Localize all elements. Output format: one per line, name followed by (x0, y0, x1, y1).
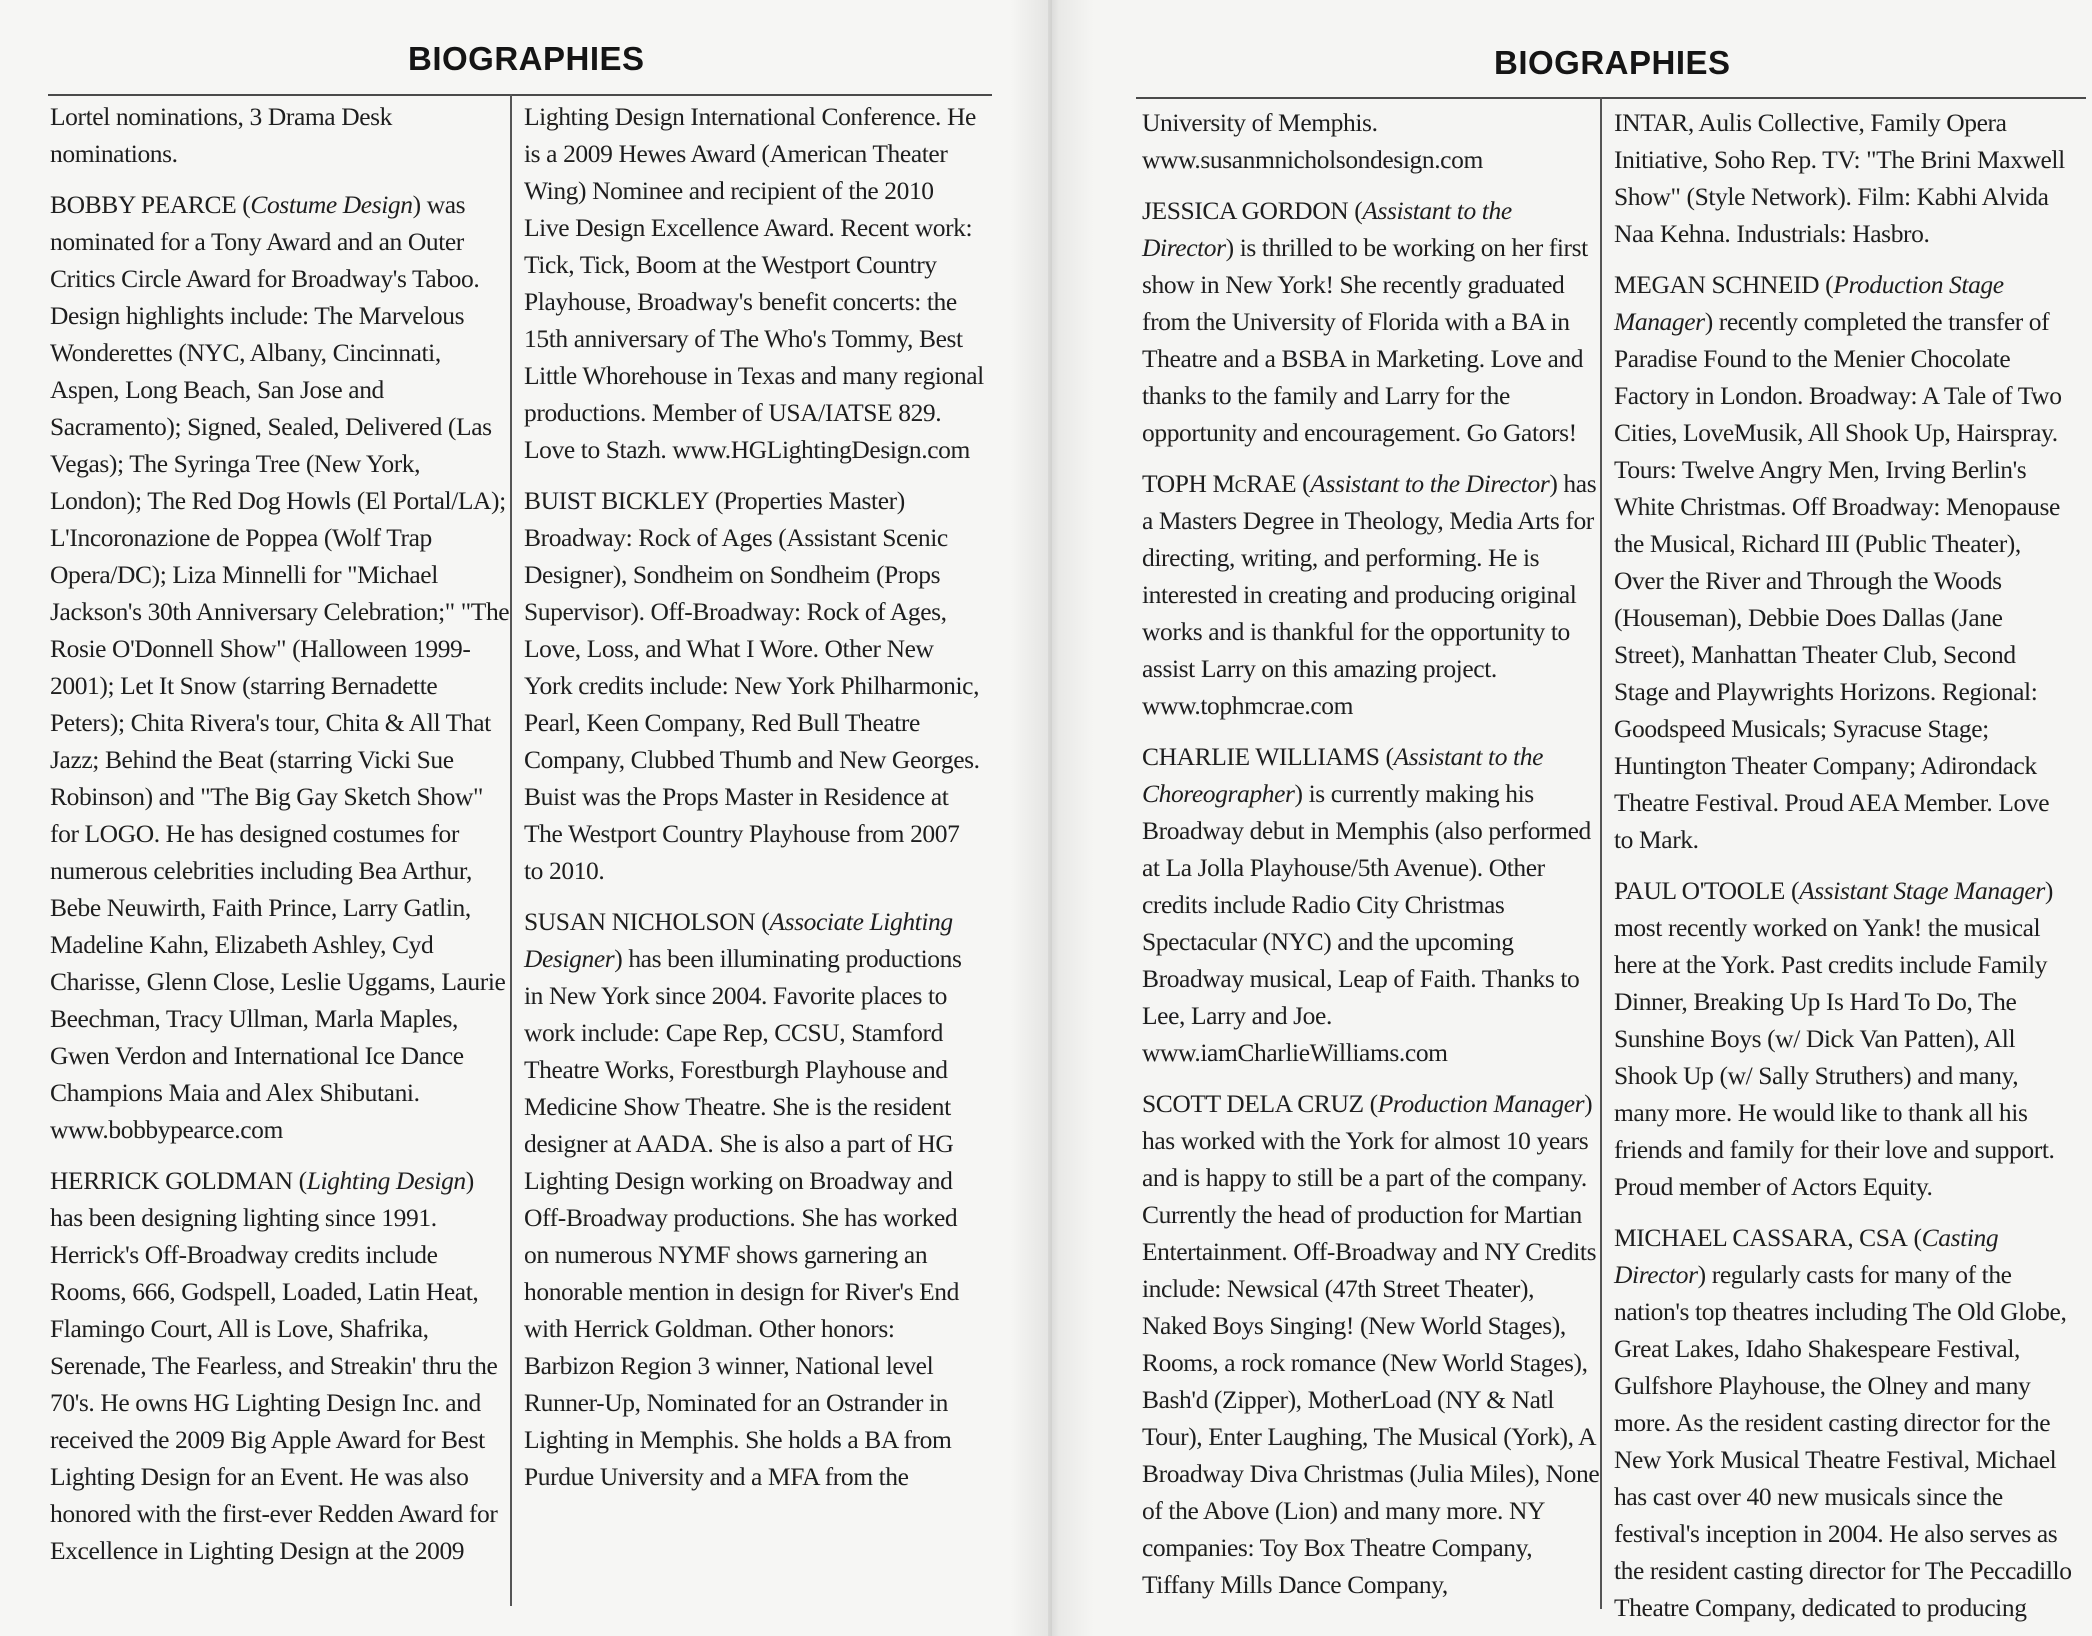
bio-role: Associate Lighting Designer (524, 907, 953, 973)
bio-entry-bobby-pearce: BOBBY PEARCE (Costume Design) was nominated for a Tony Award and an Outer Critics Circle Award for Broadway's Taboo. Design highlights include: The Marvelous Wonderettes (NYC, Albany, Cincinnati, Aspen, Long Beach, San Jose and Sacramento); Signed, Sealed, Delivered (Las Vegas); The Syringa Tree (New York, London); The Red Dog Howls (El Portal/LA); L'Incoronazione de Poppea (Wolf Trap Opera/DC); Liza Minnelli for "Michael Jackson's 30th Anniversary Celebration;" "The Rosie O'Donnell Show" (Halloween 1999-2001); Let It Snow (starring Bernadette Peters); Chita Rivera's tour, Chita & All That Jazz; Behind the Beat (starring Vicki Sue Robinson) and "The Big Gay Sketch Show" for LOGO. He has designed costumes for numerous celebrities including Bea Arthur, Bebe Neuwirth, Faith Prince, Larry Gatlin, Madeline Kahn, Elizabeth Ashley, Cyd Charisse, Glenn Close, Leslie Uggams, Laurie Beechman, Tracy Ullman, Marla Maples, Gwen Verdon and International Ice Dance Champions Maia and Alex Shibutani. www.bobbypearce.com (50, 190, 510, 1144)
right-column-2 (1614, 104, 2074, 1636)
bio-name: PAUL O'TOOLE (1614, 876, 1785, 905)
bio-role: Production Manager (1377, 1089, 1585, 1118)
page-heading: BIOGRAPHIES (1494, 44, 1731, 81)
bio-text: has worked with the York for almost 10 years and is happy to still be a part of the company. Currently the head of production for Martian Entertainment. Off-Broadway and NY Credits include: Newsical (47th Street Theater), Naked Boys Singing! (New World Stages), Rooms, a rock romance (New World Stages), Bash'd (Zipper), MotherLoad (NY & Natl Tour), Enter Laughing, The Musical (York), A Broadway Diva Christmas (Julia Miles), None of the Above (Lion) and many more. NY companies: Toy Box Theatre Company, Tiffany Mills Dance Company, (1142, 1126, 1600, 1599)
bio-entry-herrick-goldman: HERRICK GOLDMAN (Lighting Design) has been designing lighting since 1991. Herrick's Off-Broadway credits include Rooms, 666, Godspell, Loaded, Latin Heat, Flamingo Court, All is Love, Shafrika, Serenade, The Fearless, and Streakin' thru the 70's. He owns HG Lighting Design Inc. and received the 2009 Big Apple Award for Best Lighting Design for an Event. He was also honored with the first-ever Redden Award for Excellence in Lighting Design at the 2009 (50, 1166, 498, 1565)
bio-name: SUSAN NICHOLSON (524, 907, 756, 936)
bio-name: MICHAEL CASSARA, CSA (1614, 1223, 1908, 1252)
bio-text: has a Masters Degree in Theology, Media Arts for directing, writing, and performing. He is interested in creating and producing original works and is thankful for the opportunity to assist Larry on this amazing project. www.tophmcrae.com (1142, 469, 1597, 720)
bio-entry-michael-cassara: MICHAEL CASSARA, CSA (Casting Director) regularly casts for many of the nation's top theatres including The Old Globe, Great Lakes, Idaho Shakespeare Festival, Gulfshore Playhouse, the Olney and many more. As the resident casting director for the New York Musical Theatre Festival, Michael has cast over 40 new musicals since the festival's inception in 2004. He also serves as the resident casting director for The Peccadillo Theatre Company, dedicated to producing (1614, 1223, 2072, 1622)
bio-text: was nominated for a Tony Award and an Outer Critics Circle Award for Broadway's Taboo. Design highlights include: The Marvelous Wonderettes (NYC, Albany, Cincinnati, Aspen, Long Beach, San Jose and Sacramento); Signed, Sealed, Delivered (Las Vegas); The Syringa Tree (New York, London); The Red Dog Howls (El Portal/LA); L'Incoronazione de Poppea (Wolf Trap Opera/DC); Liza Minnelli for "Michael Jackson's 30th Anniversary Celebration;" "The Rosie O'Donnell Show" (Halloween 1999-2001); Let It Snow (starring Bernadette Peters); Chita Rivera's tour, Chita & All That Jazz; Behind the Beat (starring Vicki Sue Robinson) and "The Big Gay Sketch Show" for LOGO. He has designed costumes for numerous celebrities including Bea Arthur, Bebe Neuwirth, Faith Prince, Larry Gatlin, Madeline Kahn, Elizabeth Ashley, Cyd Charisse, Glenn Close, Leslie Uggams, Laurie Beechman, Tracy Ullman, Marla Maples, Gwen Verdon and International Ice Dance Champions Maia and Alex Shibutani. www.bobbypearce.com (50, 190, 510, 1144)
heading-rule (1136, 97, 2086, 99)
left-column-1 (50, 98, 510, 1583)
column-divider (510, 94, 512, 1606)
bio-entry-scott-dela-cruz: SCOTT DELA CRUZ (Production Manager) has worked with the York for almost 10 years and is happy to still be a part of the company. Currently the head of production for Martian Entertainment. Off-Broadway and NY Credits include: Newsical (47th Street Theater), Naked Boys Singing! (New World Stages), Rooms, a rock romance (New World Stages), Bash'd (Zipper), MotherLoad (NY & Natl Tour), Enter Laughing, The Musical (York), A Broadway Diva Christmas (Julia Miles), None of the Above (Lion) and many more. NY companies: Toy Box Theatre Company, Tiffany Mills Dance Company, (1142, 1089, 1600, 1599)
bio-text: recently completed the transfer of Paradise Found to the Menier Chocolate Factory in London. Broadway: A Tale of Two Cities, LoveMusik, All Shook Up, Hairspray. Tours: Twelve Angry Men, Irving Berlin's White Christmas. Off Broadway: Menopause the Musical, Richard III (Public Theater), Over the River and Through the Woods (Houseman), Debbie Does Dallas (Jane Street), Manhattan Theater Club, Second Stage and Playwrights Horizons. Regional: Goodspeed Musicals; Syracuse Stage; Huntington Theater Company; Adirondack Theatre Festival. Proud AEA Member. Love to Mark. (1614, 307, 2062, 854)
bio-entry-jessica-gordon: JESSICA GORDON (Assistant to the Director) is thrilled to be working on her first show in New York! She recently graduated from the University of Florida with a BA in Theatre and a BSBA in Marketing. Love and thanks to the family and Larry for the opportunity and encouragement. Go Gators! (1142, 196, 1588, 447)
bio-text: has been illuminating productions in New York since 2004. Favorite places to work include: Cape Rep, CCSU, Stamford Theatre Works, Forestburgh Playhouse and Medicine Show Theatre. She is the resident designer at AADA. She is also a part of HG Lighting Design working on Broadway and Off-Broadway productions. She has worked on numerous NYMF shows garnering an honorable mention in design for River's End with Herrick Goldman. Other honors: Barbizon Region 3 winner, National level Runner-Up, Nominated for an Ostrander in Lighting in Memphis. She holds a BA from Purdue University and a MFA from the (524, 944, 962, 1491)
bio-name: CHARLIE WILLIAMS (1142, 742, 1380, 771)
bio-name: JESSICA GORDON (1142, 196, 1349, 225)
bio-entry-megan-schneid: MEGAN SCHNEID (Production Stage Manager) recently completed the transfer of Paradise Found to the Menier Chocolate Factory in London. Broadway: A Tale of Two Cities, LoveMusik, All Shook Up, Hairspray. Tours: Twelve Angry Men, Irving Berlin's White Christmas. Off Broadway: Menopause the Musical, Richard III (Public Theater), Over the River and Through the Woods (Houseman), Debbie Does Dallas (Jane Street), Manhattan Theater Club, Second Stage and Playwrights Horizons. Regional: Goodspeed Musicals; Syracuse Stage; Huntington Theater Company; Adirondack Theatre Festival. Proud AEA Member. Love to Mark. (1614, 270, 2062, 854)
bio-name: HERRICK GOLDMAN (50, 1166, 293, 1195)
right-page (1052, 0, 2092, 1636)
bio-text: has been designing lighting since 1991. Herrick's Off-Broadway credits include Rooms, 666, Godspell, Loaded, Latin Heat, Flamingo Court, All is Love, Shafrika, Serenade, The Fearless, and Streakin' thru the 70's. He owns HG Lighting Design Inc. and received the 2009 Big Apple Award for Best Lighting Design for an Event. He was also honored with the first-ever Redden Award for Excellence in Lighting Design at the 2009 (50, 1203, 498, 1565)
page-heading: BIOGRAPHIES (408, 40, 645, 77)
bio-role: Production Stage Manager (1614, 270, 2004, 336)
heading-rule (48, 94, 992, 96)
bio-text: most recently worked on Yank! the musical here at the York. Past credits include Family Dinner, Breaking Up Is Hard To Do, The Sunshine Boys (w/ Dick Van Patten), All Shook Up (w/ Sally Struthers) and many, many more. He would like to thank all his friends and family for their love and support. Proud member of Actors Equity. (1614, 913, 2055, 1201)
bio-name: BUIST BICKLEY (524, 486, 709, 515)
bio-entry-continued: Lortel nominations, 3 Drama Desk nominations. (50, 102, 392, 168)
bio-text: regularly casts for many of the nation's top theatres including The Old Globe, Great Lakes, Idaho Shakespeare Festival, Gulfshore Playhouse, the Olney and many more. As the resident casting director for the New York Musical Theatre Festival, Michael has cast over 40 new musicals since the festival's inception in 2004. He also serves as the resident casting director for The Peccadillo Theatre Company, dedicated to producing (1614, 1260, 2072, 1622)
bio-role: Assistant to the Director (1310, 469, 1550, 498)
bio-text: is thrilled to be working on her first show in New York! She recently graduated from the University of Florida with a BA in Theatre and a BSBA in Marketing. Love and thanks to the family and Larry for the opportunity and encouragement. Go Gators! (1142, 233, 1588, 447)
right-column-1 (1142, 104, 1602, 1617)
bio-role: Lighting Design (306, 1166, 466, 1195)
bio-entry-toph-mcrae: TOPH McRAE (Assistant to the Director) has a Masters Degree in Theology, Media Arts for directing, writing, and performing. He is interested in creating and producing original works and is thankful for the opportunity to assist Larry on this amazing project. www.tophmcrae.com (1142, 469, 1597, 720)
left-column-2 (524, 98, 984, 1509)
book-gutter-shadow (1010, 0, 1094, 1636)
bio-entry-continued: Lighting Design International Conference. He is a 2009 Hewes Award (American Theater Wing) Nominee and recipient of the 2010 Live Design Excellence Award. Recent work: Tick, Tick, Boom at the Westport Country Playhouse, Broadway's benefit concerts: the 15th anniversary of The Who's Tommy, Best Little Whorehouse in Texas and many regional productions. Member of USA/IATSE 829. Love to Stazh. www.HGLightingDesign.com (524, 102, 984, 464)
bio-entry-buist-bickley (524, 482, 984, 889)
bio-entry-charlie-williams: CHARLIE WILLIAMS (Assistant to the Choreographer) is currently making his Broadway debut in Memphis (also performed at La Jolla Playhouse/5th Avenue). Other credits include Radio City Christmas Spectacular (NYC) and the upcoming Broadway musical, Leap of Faith. Thanks to Lee, Larry and Joe. www.iamCharlieWilliams.com (1142, 742, 1591, 1067)
bio-name: SCOTT DELA CRUZ (1142, 1089, 1364, 1118)
bio-text: is currently making his Broadway debut in Memphis (also performed at La Jolla Playhouse/5th Avenue). Other credits include Radio City Christmas Spectacular (NYC) and the upcoming Broadway musical, Leap of Faith. Thanks to Lee, Larry and Joe. www.iamCharlieWilliams.com (1142, 779, 1591, 1067)
bio-entry-paul-otoole: PAUL O'TOOLE (Assistant Stage Manager) most recently worked on Yank! the musical here at the York. Past credits include Family Dinner, Breaking Up Is Hard To Do, The Sunshine Boys (w/ Dick Van Patten), All Shook Up (w/ Sally Struthers) and many, many more. He would like to thank all his friends and family for their love and support. Proud member of Actors Equity. (1614, 876, 2055, 1201)
bio-role: Costume Design (250, 190, 413, 219)
bio-name: MEGAN SCHNEID (1614, 270, 1820, 299)
bio-role: Assistant to the Choreographer (1142, 742, 1544, 808)
bio-entry-susan-nicholson: SUSAN NICHOLSON (Associate Lighting Designer) has been illuminating productions in New York since 2004. Favorite places to work include: Cape Rep, CCSU, Stamford Theatre Works, Forestburgh Playhouse and Medicine Show Theatre. She is the resident designer at AADA. She is also a part of HG Lighting Design working on Broadway and Off-Broadway productions. She has worked on numerous NYMF shows garnering an honorable mention in design for River's End with Herrick Goldman. Other honors: Barbizon Region 3 winner, National level Runner-Up, Nominated for an Ostrander in Lighting in Memphis. She holds a BA from Purdue University and a MFA from the (524, 907, 962, 1491)
bio-entry-continued: INTAR, Aulis Collective, Family Opera Initiative, Soho Rep. TV: "The Brini Maxwell Show" (Style Network). Film: Kabhi Alvida Naa Kehna. Industrials: Hasbro. (1614, 108, 2065, 248)
bio-entry-continued: University of Memphis. www.susanmnicholsondesign.com (1142, 108, 1483, 174)
bio-role: Assistant to the Director (1142, 196, 1512, 262)
bio-role: Assistant Stage Manager (1799, 876, 2045, 905)
bio-text: (Properties Master) Broadway: Rock of Ages (Assistant Scenic Designer), Sondheim on Sondheim (Props Supervisor). Off-Broadway: Rock of Ages, Love, Loss, and What I Wore. Other New York credits include: New York Philharmonic, Pearl, Keen Company, Red Bull Theatre Company, Clubbed Thumb and New Georges. Buist was the Props Master in Residence at The Westport Country Playhouse from 2007 to 2010. (524, 486, 980, 885)
bio-name: TOPH McRAE (1142, 469, 1297, 498)
bio-name: BOBBY PEARCE (50, 190, 237, 219)
bio-role: Casting Director (1614, 1223, 1999, 1289)
